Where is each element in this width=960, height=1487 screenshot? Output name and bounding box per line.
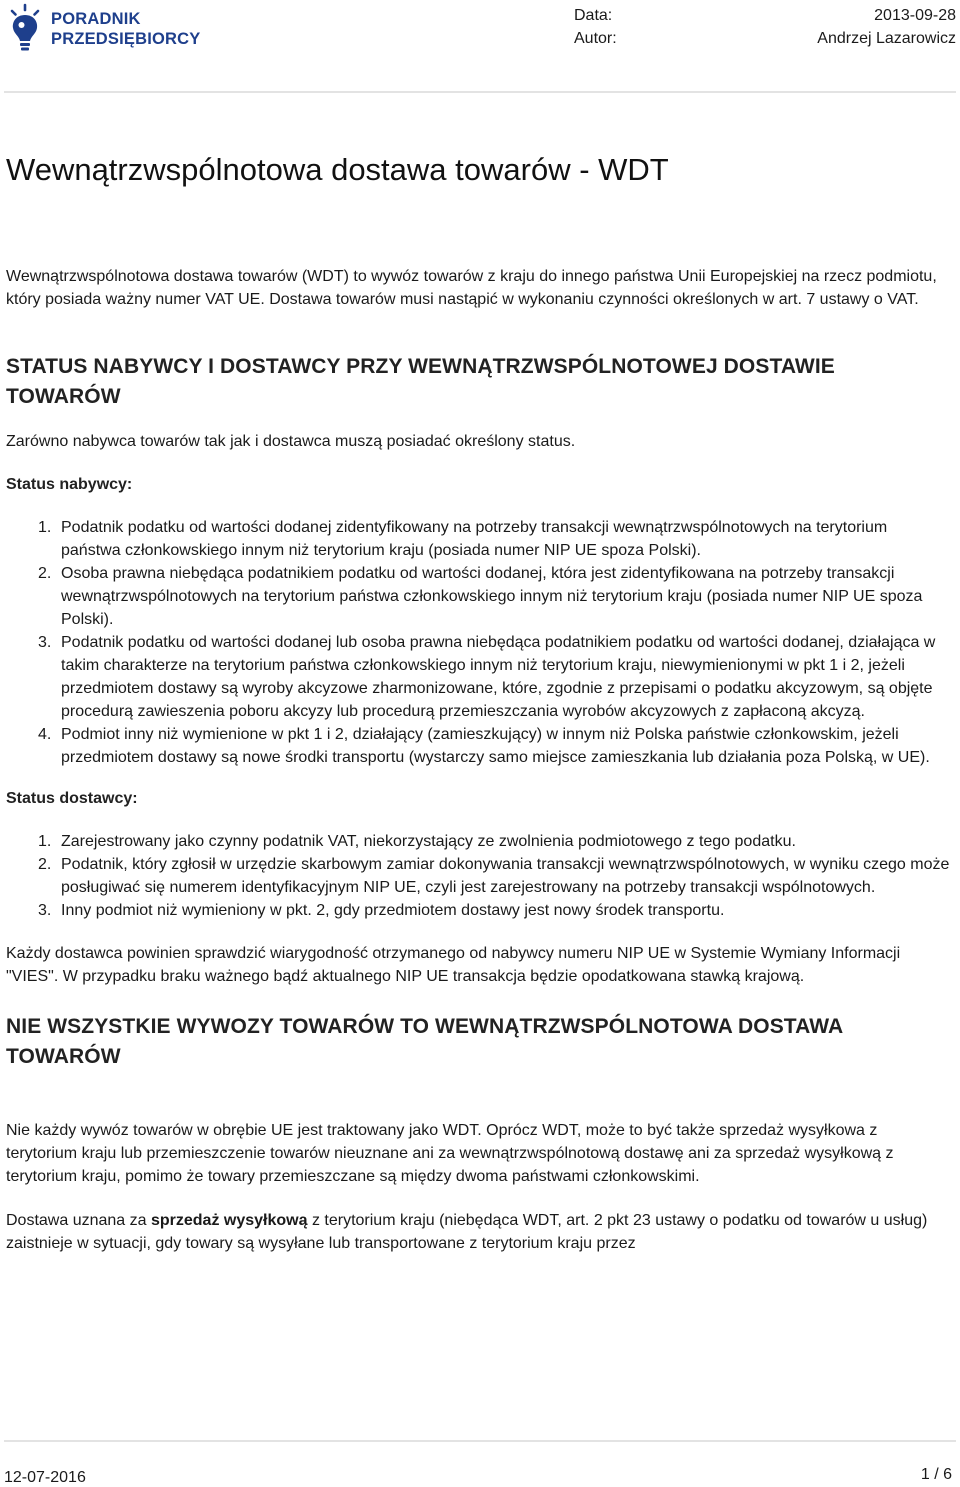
list-item-text: Podmiot inny niż wymienione w pkt 1 i 2, działający (zamieszkujący) w innym niż Polska państwie członkowskim, jeżeli przedmiotem dostawy są nowe środki transportu (wystarczy samo miejsce zamieszkania lub działania poza Polską, w UE). xyxy=(61,726,930,766)
list-item xyxy=(6,516,951,562)
meta-date-row xyxy=(574,4,956,27)
author-label: Autor: xyxy=(574,30,617,47)
list-item xyxy=(6,830,951,853)
logo-text xyxy=(51,9,201,49)
date-value: 2013-09-28 xyxy=(874,7,956,24)
date-label: Data: xyxy=(574,7,613,24)
logo-line2: PRZEDSIĘBIORCY xyxy=(51,30,201,48)
para2-text-after: z terytorium kraju (niebędąca WDT, art. 2 pkt 23 ustawy o podatku od towarów u usług) zaistnieje w sytuacji, gdy towary są wysyłane lub transportowane z terytorium kraju przez xyxy=(6,1212,928,1252)
list-item xyxy=(6,853,951,899)
list-item-text: Inny podmiot niż wymieniony w pkt. 2, gdy przedmiotem dostawy jest nowy środek transportu. xyxy=(61,902,725,919)
logo-line1: PORADNIK xyxy=(51,10,141,28)
list-item-number: 1. xyxy=(38,833,52,850)
list-item-number: 2. xyxy=(38,565,52,582)
list-item-number: 2. xyxy=(38,856,52,873)
footer-print-date: 12-07-2016 xyxy=(4,1469,86,1486)
page-title: Wewnątrzwspólnotowa dostawa towarów - WDT xyxy=(6,152,669,187)
list-item-text: Podatnik podatku od wartości dodanej lub osoba prawna niebędąca podatnikiem podatku od wartości dodanej, działająca w takim charakterze na terytorium państwa członkowskiego innym niż terytorium kraju, niewymienionymi w pkt 1 i 2, jeżeli przedmiotem dostawy są wyroby akcyzowe zharmonizowane, które, zgodnie z przepisami o podatku akcyzowym, są objęte procedurą zawieszenia poboru akcyzy lub procedurą przemieszczania wyrobów akcyzowych z zapłaconą akcyzą. xyxy=(61,634,936,720)
intro-paragraph: Wewnątrzwspólnotowa dostawa towarów (WDT) to wywóz towarów z kraju do innego państwa Unii Europejskiej na rzecz podmiotu, który posiada ważny numer VAT UE. Dostawa towarów musi nastąpić w wykonaniu czynności określonych w art. 7 ustawy o VAT. xyxy=(6,268,937,308)
logo[interactable] xyxy=(7,3,201,55)
list-item xyxy=(6,631,951,723)
meta-author-row xyxy=(574,27,956,50)
para2-bold-term: sprzedaż wysyłkową xyxy=(150,1212,308,1229)
list-item xyxy=(6,899,951,922)
article-meta xyxy=(574,4,956,50)
author-value: Andrzej Lazarowicz xyxy=(817,30,956,47)
vies-note: Każdy dostawca powinien sprawdzić wiarygodność otrzymanego od nabywcy numeru NIP UE w Systemie Wymiany Informacji "VIES". W przypadku braku ważnego bądź aktualnego NIP UE transakcja będzie opodatkowana stawką krajową. xyxy=(6,945,901,985)
list-item-text: Osoba prawna niebędąca podatnikiem podatku od wartości dodanej, która jest zidentyfikowana na potrzeby transakcji wewnątrzwspólnotowych na terytorium państwa członkowskiego innym niż terytorium kraju (posiada numer NIP UE spoza Polski). xyxy=(61,565,923,628)
list-item-text: Podatnik podatku od wartości dodanej zidentyfikowany na potrzeby transakcji wewnątrzwspólnotowych na terytorium państwa członkowskiego innym niż terytorium kraju (posiada numer NIP UE spoza Polski). xyxy=(61,519,888,559)
list-item-number: 3. xyxy=(38,902,52,919)
page-header xyxy=(0,0,960,92)
exports-paragraph-1: Nie każdy wywóz towarów w obrębie UE jest traktowany jako WDT. Oprócz WDT, może to być także sprzedaż wysyłkowa z terytorium kraju lub przemieszczenie towarów nieuznane ani za wewnątrzwspólnotową dostawę ani za sprzedaż wysyłkową z terytorium kraju, pomimo że towary przemieszczane są między dwoma państwami członkowskimi. xyxy=(6,1122,894,1185)
article-body xyxy=(6,265,951,1255)
section-heading-exports: NIE WSZYSTKIE WYWOZY TOWARÓW TO WEWNĄTRZWSPÓLNOTOWA DOSTAWA TOWARÓW xyxy=(6,1015,843,1068)
buyer-status-heading: Status nabywcy: xyxy=(6,476,133,493)
section-heading-status: STATUS NABYWCY I DOSTAWCY PRZY WEWNĄTRZWSPÓLNOTOWEJ DOSTAWIE TOWARÓW xyxy=(6,355,835,408)
list-item-number: 3. xyxy=(38,634,52,651)
page-number: 1 / 6 xyxy=(920,1466,952,1483)
list-item xyxy=(6,723,951,769)
para2-text-before: Dostawa uznana za xyxy=(6,1212,151,1229)
list-item-number: 4. xyxy=(38,726,52,743)
exports-paragraph-2 xyxy=(6,1209,951,1255)
buyer-status-list xyxy=(6,516,951,769)
supplier-status-heading: Status dostawcy: xyxy=(6,790,138,807)
footer-divider xyxy=(4,1440,956,1442)
header-divider xyxy=(4,91,956,93)
supplier-status-list xyxy=(6,830,951,922)
list-item-text: Zarejestrowany jako czynny podatnik VAT, niekorzystający ze zwolnienia podmiotowego z tego podatku. xyxy=(61,833,796,850)
list-item-number: 1. xyxy=(38,519,52,536)
list-item-text: Podatnik, który zgłosił w urzędzie skarbowym zamiar dokonywania transakcji wewnątrzwspólnotowych, w wyniku czego może posługiwać się numerem identyfikacyjnym NIP UE, czyli jest zarejestrowany na potrzeby transakcji wspólnotowych. xyxy=(61,856,950,896)
section-lead: Zarówno nabywca towarów tak jak i dostawca muszą posiadać określony status. xyxy=(6,433,576,450)
list-item xyxy=(6,562,951,631)
lightbulb-icon xyxy=(7,3,43,55)
